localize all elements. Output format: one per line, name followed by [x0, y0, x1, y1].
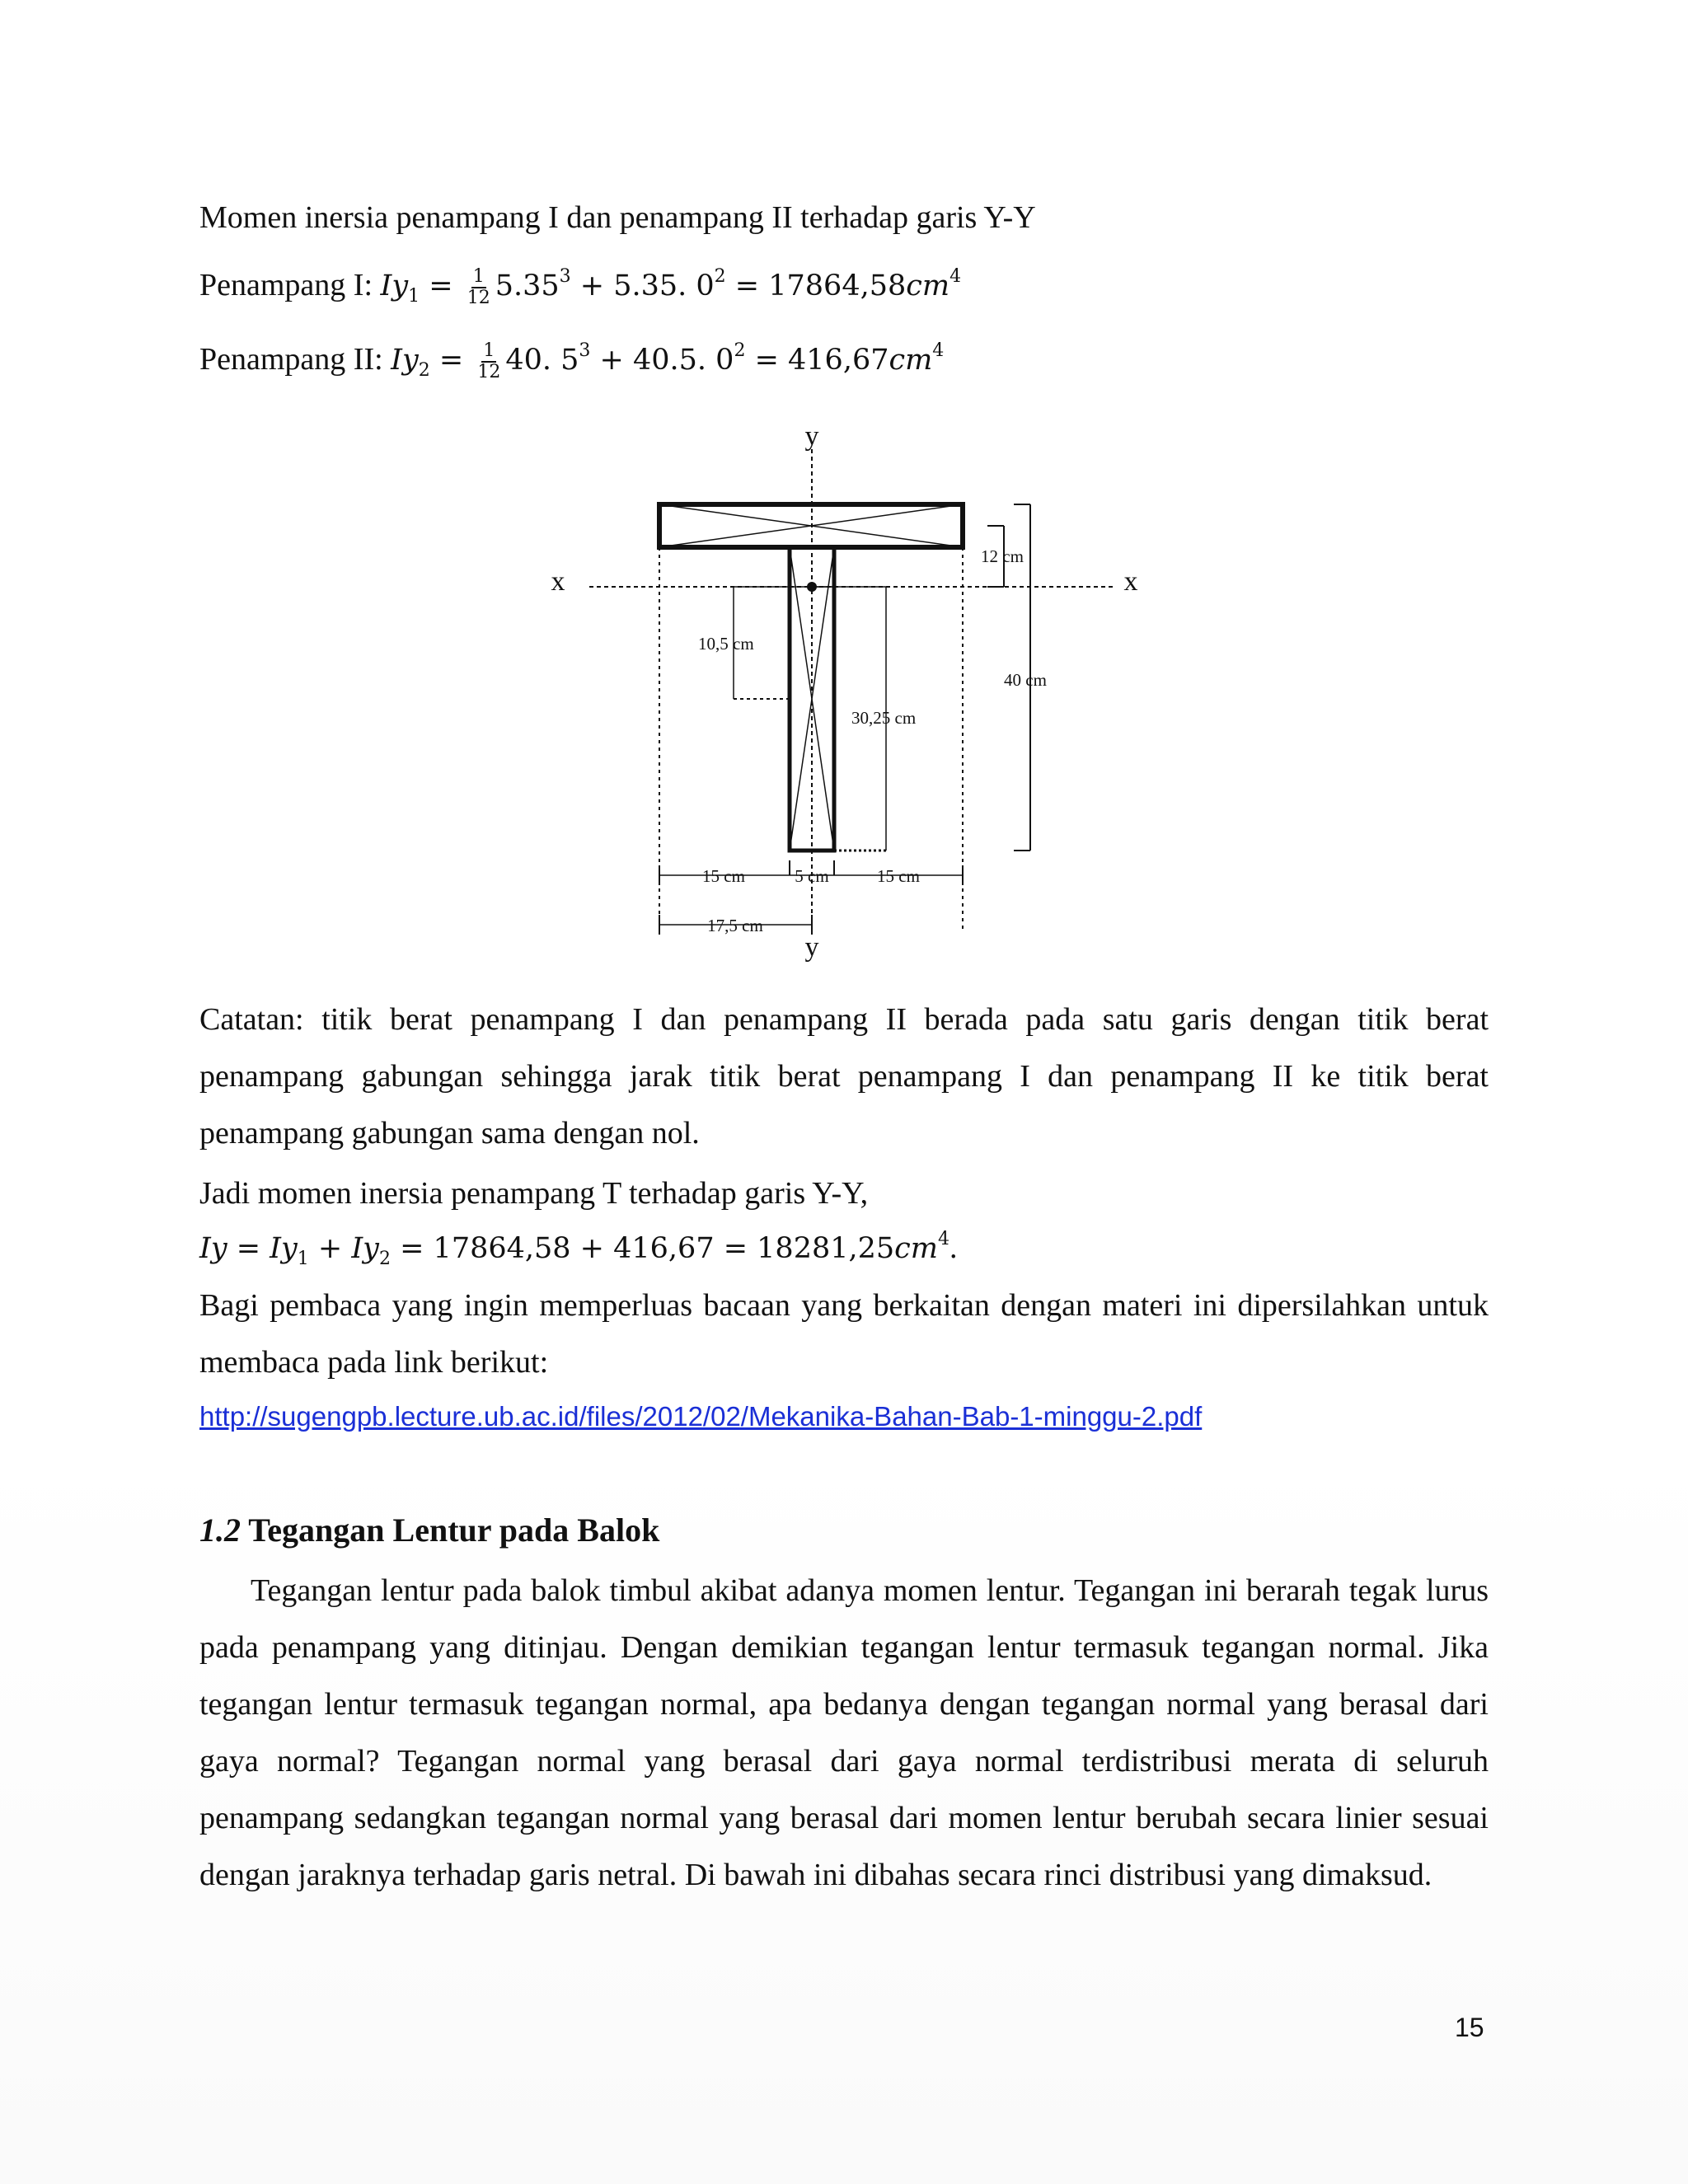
- dim-label-10-5cm: 10,5 cm: [698, 634, 754, 654]
- section-heading: [199, 1511, 659, 1549]
- intro-line: Momen inersia penampang I dan penampang II terhadap garis Y-Y: [199, 200, 1036, 235]
- fraction: $\frac{1}{12}$: [467, 265, 490, 308]
- section-number: 1.2: [199, 1511, 241, 1549]
- t-section-diagram: [0, 0, 1688, 972]
- jadi-line: Jadi momen inersia penampang T terhadap garis Y-Y,: [199, 1176, 869, 1211]
- axis-label-x-right: x: [1123, 566, 1138, 597]
- body-paragraph: Tegangan lentur pada balok timbul akibat adanya momen lentur. Tegangan ini berarah tegak lurus pada penampang yang ditinjau. Dengan demikian tegangan lentur termasuk tegangan normal. Jika tegangan lentur termasuk tegangan normal, apa bedanya dengan tegangan normal yang berasal dari gaya normal? Tegangan normal yang berasal dari gaya normal terdistribusi merata di seluruh penampang sedangkan tegangan normal yang berasal dari momen lentur berubah secara linier sesuai dengan jaraknya terhadap garis netral. Di bawah ini dibahas secara rinci distribusi yang dimaksud.: [199, 1573, 1489, 1892]
- equation-label: Penampang II:: [199, 342, 392, 377]
- equation-penampang-2: Penampang II: $Iy_2$ = $\frac{1}{12}$ 40. $5^3 + 40.5$. $0^2 = 416,67cm^4$: [199, 340, 945, 382]
- fraction: $\frac{1}{12}$: [477, 340, 501, 382]
- axis-label-y-top: y: [804, 421, 819, 452]
- section-title: Tegangan Lentur pada Balok: [241, 1511, 660, 1549]
- reference-link[interactable]: http://sugengpb.lecture.ub.ac.id/files/2012/02/Mekanika-Bahan-Bab-1-minggu-2.pdf: [199, 1401, 1203, 1432]
- dim-label-5cm: 5 cm: [795, 866, 829, 886]
- dim-label-30-25cm: 30,25 cm: [851, 708, 917, 728]
- catatan-paragraph: Catatan: titik berat penampang I dan penampang II berada pada satu garis dengan titik berat penampang gabungan sehingga jarak titik berat penampang I dan penampang II ke titik berat penampang gabungan sama dengan nol.: [199, 1002, 1489, 1151]
- dim-label-40cm: 40 cm: [1004, 670, 1047, 690]
- axis-label-y-bottom: y: [804, 932, 819, 963]
- axis-label-x-left: x: [551, 566, 565, 597]
- dim-label-12cm: 12 cm: [981, 546, 1024, 566]
- bagi-paragraph: Bagi pembaca yang ingin memperluas bacaan yang berkaitan dengan materi ini dipersilahkan untuk membaca pada link berikut:: [199, 1288, 1489, 1380]
- dim-label-15cm-right: 15 cm: [877, 866, 920, 886]
- dim-label-15cm-left: 15 cm: [702, 866, 745, 886]
- equation-penampang-1: Penampang I: $Iy_1$ = $\frac{1}{12}$ $5.35^3 + 5.35$. $0^2 = 17864,58cm^4$: [199, 265, 962, 308]
- centroid-dot: [807, 582, 817, 592]
- equation-total: $Iy = Iy_1 + Iy_2 = 17864,58 + 416,67 = 18281,25cm^4$.: [199, 1229, 958, 1269]
- equation-label: Penampang I:: [199, 268, 381, 302]
- page-number: 15: [1455, 2013, 1484, 2042]
- dim-label-17-5cm: 17,5 cm: [707, 916, 763, 935]
